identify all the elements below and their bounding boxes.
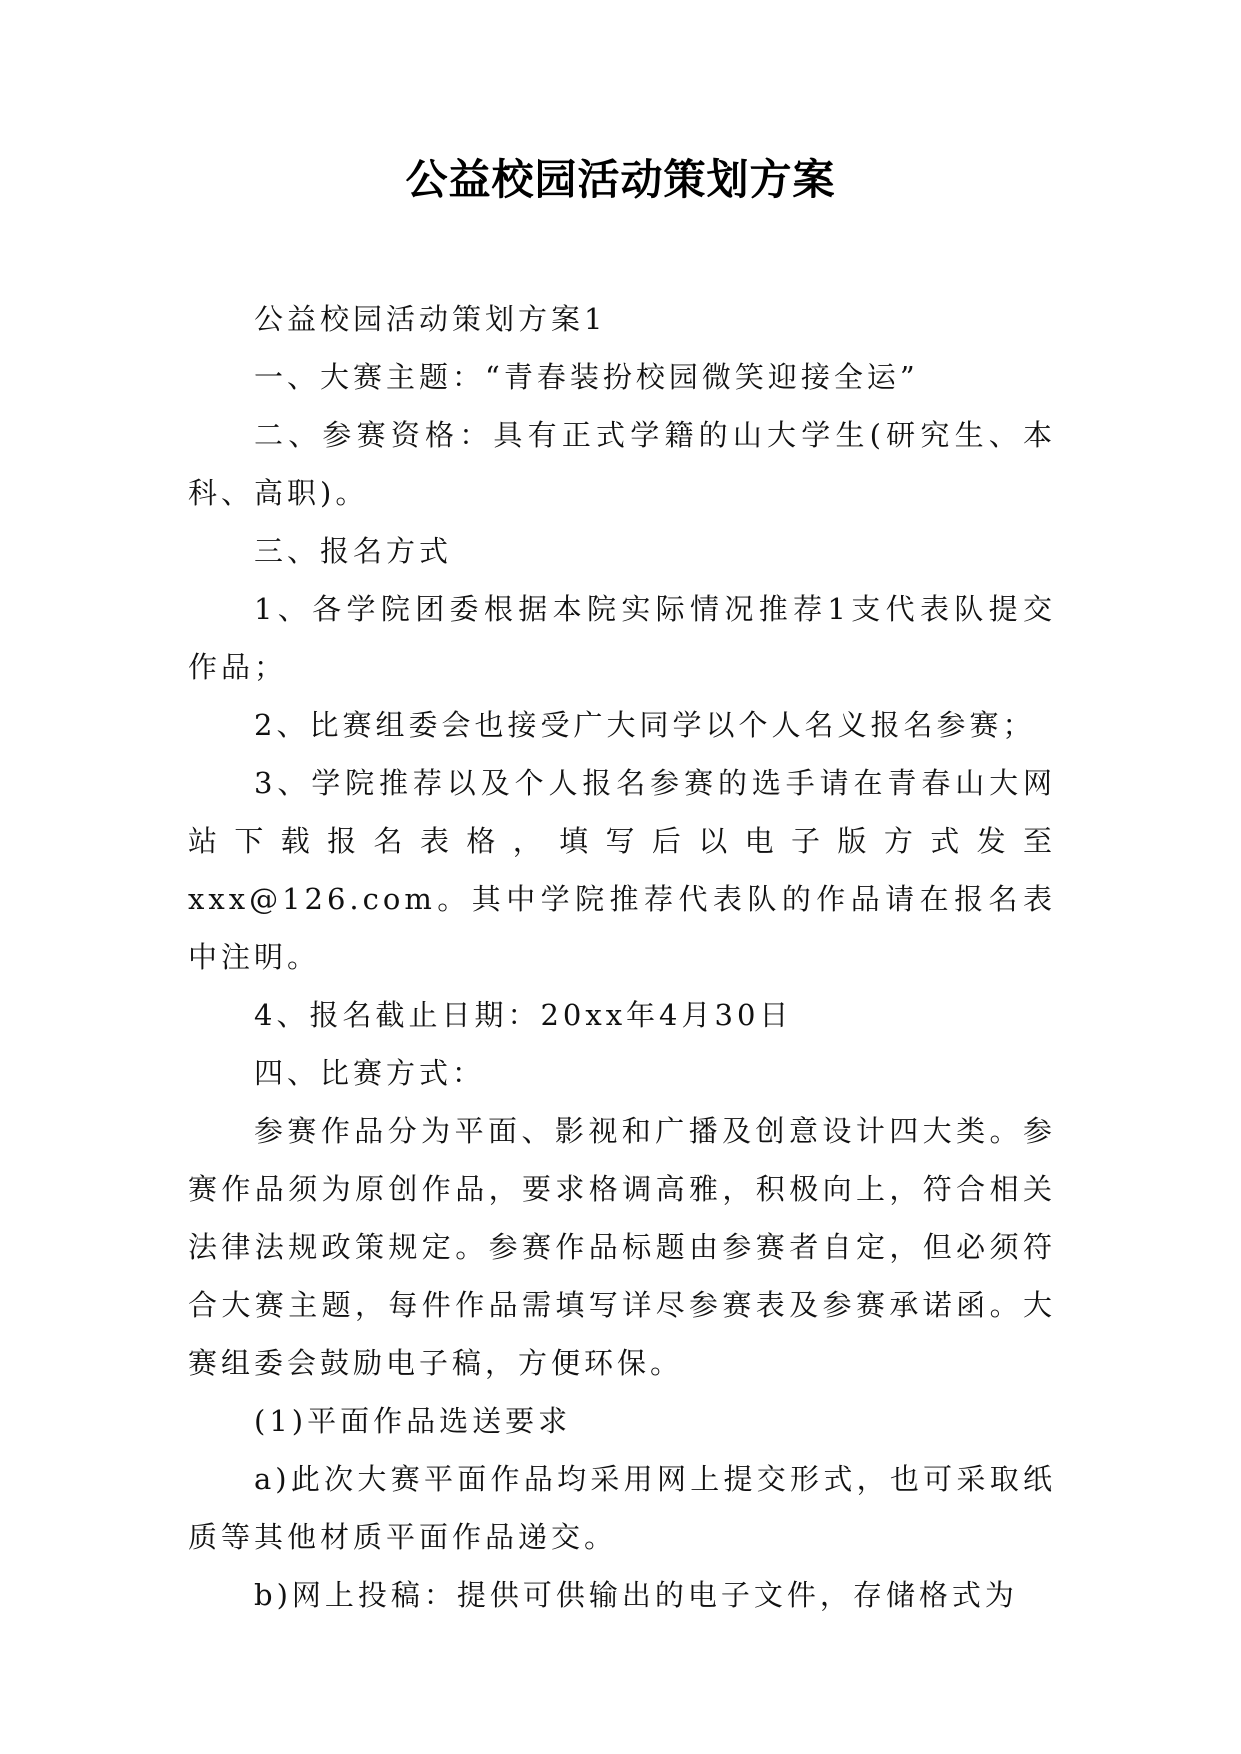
paragraph-registration-item-2: 2、比赛组委会也接受广大同学以个人名义报名参赛； xyxy=(254,708,1036,742)
paragraph-theme: 一、大赛主题：“青春装扮校园微笑迎接全运” xyxy=(254,360,919,394)
paragraph-registration-item-1: 1、各学院团委根据本院实际情况推荐1支代表队提交作品； xyxy=(188,592,1056,684)
paragraph-heading-plan-1: 公益校园活动策划方案1 xyxy=(254,302,607,336)
paragraph-print-requirements-heading: (1)平面作品选送要求 xyxy=(254,1404,572,1438)
paragraph-registration-item-3: 3、学院推荐以及个人报名参赛的选手请在青春山大网站下载报名表格，填写后以电子版方式发至xxx@126.com。其中学院推荐代表队的作品请在报名表中注明。 xyxy=(188,766,1056,974)
paragraph-print-requirement-b: b)网上投稿：提供可供输出的电子文件，存储格式为 xyxy=(254,1578,1018,1612)
document-body xyxy=(188,290,1056,1624)
paragraph-competition-method: 参赛作品分为平面、影视和广播及创意设计四大类。参赛作品须为原创作品，要求格调高雅，积极向上，符合相关法律法规政策规定。参赛作品标题由参赛者自定，但必须符合大赛主题，每件作品需填写详尽参赛表及参赛承诺函。大赛组委会鼓励电子稿，方便环保。 xyxy=(188,1114,1056,1380)
paragraph-eligibility: 二、参赛资格：具有正式学籍的山大学生(研究生、本科、高职)。 xyxy=(188,418,1056,510)
paragraph-competition-method-heading: 四、比赛方式： xyxy=(254,1056,486,1090)
paragraph-registration-deadline: 4、报名截止日期：20xx年4月30日 xyxy=(254,998,793,1032)
document-title: 公益校园活动策划方案 xyxy=(405,155,836,204)
paragraph-registration-heading: 三、报名方式 xyxy=(254,534,453,568)
paragraph-print-requirement-a: a)此次大赛平面作品均采用网上提交形式，也可采取纸质等其他材质平面作品递交。 xyxy=(188,1462,1056,1554)
